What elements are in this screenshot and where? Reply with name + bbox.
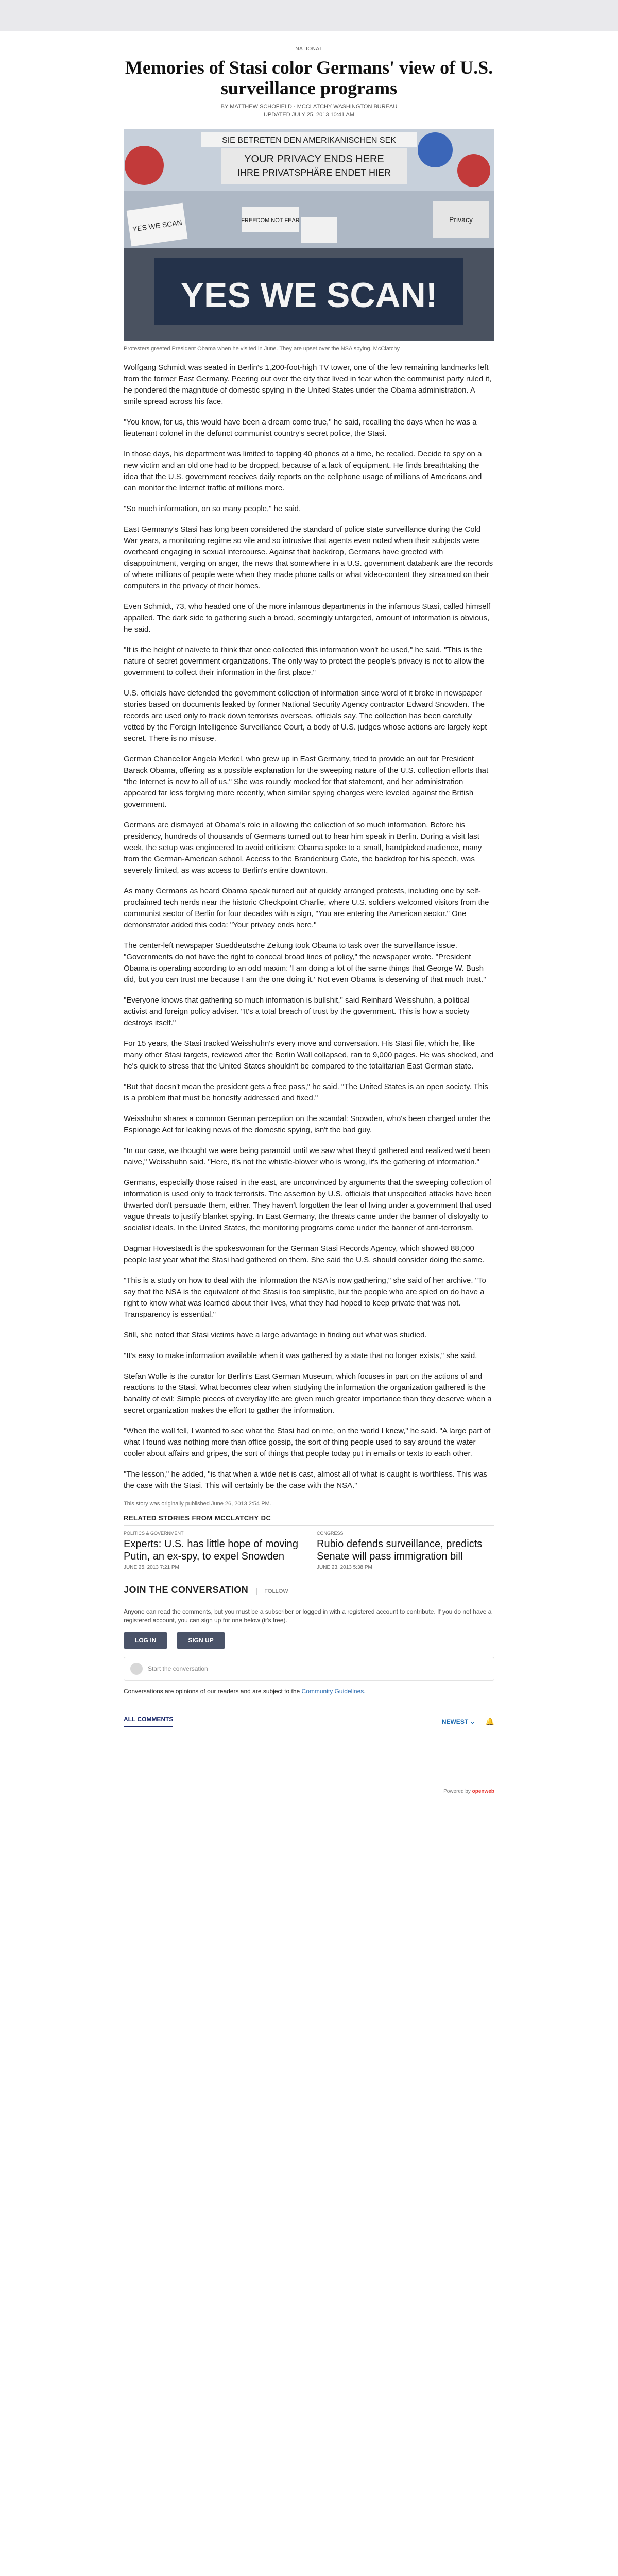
related-category[interactable]: POLITICS & GOVERNMENT — [124, 1531, 184, 1536]
paragraph: "When the wall fell, I wanted to see what the Stasi had on me, on the world I knew," he said. "A large part of what I found was nothing more than office gossip, the sort of thing people used to say around the water cooler about affairs and gripes, the sort of things that people today put in emails or texts to each other. — [124, 1427, 491, 1458]
hero-big-sign: YES WE SCAN! — [180, 276, 438, 315]
related-date: JUNE 25, 2013 7:21 PM — [124, 1565, 179, 1570]
hero-side-sign: Privacy — [449, 215, 473, 224]
related-headline[interactable]: Experts: U.S. has little hope of moving Putin, an ex-spy, to expel Snowden — [124, 1538, 299, 1562]
paragraph: "Everyone knows that gathering so much information is bullshit," said Reinhard Weisshuhn, a political activist and foreign policy adviser. "It's a total breach of trust by the government. This is how a society destroys itself." — [124, 996, 470, 1027]
related-category[interactable]: CONGRESS — [317, 1531, 344, 1536]
hero-photo-illustration — [124, 129, 494, 341]
related-story[interactable] — [124, 1531, 301, 1570]
guidelines-note — [124, 1688, 494, 1695]
originally-published: This story was originally published June 26, 2013 2:54 PM. — [124, 1501, 271, 1507]
powered-by — [124, 1789, 494, 1794]
hero-banner-top: SIE BETRETEN DEN AMERIKANISCHEN SEK — [222, 136, 396, 145]
auth-buttons — [124, 1632, 494, 1649]
signup-button[interactable]: SIGN UP — [177, 1632, 225, 1649]
hero-sign-line1: YOUR PRIVACY ENDS HERE — [244, 154, 384, 165]
paragraph: "It is the height of naivete to think that once collected this information won't be used," he said. "This is the nature of secret government organizations. The only way to protect the people's privacy is not to allow the government to collect their information in the first place." — [124, 646, 485, 677]
openweb-logo[interactable]: openweb — [472, 1789, 494, 1794]
section-kicker[interactable]: NATIONAL — [295, 46, 323, 52]
conversation-header — [124, 1585, 494, 1601]
hero-image — [124, 129, 494, 341]
updated-date: UPDATED JULY 25, 2013 10:41 AM — [263, 112, 355, 118]
powered-by-label: Powered by — [443, 1789, 471, 1794]
sort-label: NEWEST — [441, 1718, 469, 1725]
paragraph: Dagmar Hovestaedt is the spokeswoman for the German Stasi Records Agency, which showed 88,000 people last year what the Stasi had gathered on them. She said the U.S. should consider doing the same. — [124, 1244, 485, 1264]
related-stories — [124, 1531, 494, 1570]
paragraph: In those days, his department was limited to tapping 40 phones at a time, he recalled. Decide to spy on a new victim and an old one had to be dropped, because of a lack of equipment. He finds breathtaking the idea that the U.S. government receives daily reports on the cellphone usage of millions of Americans and can monitor the Internet traffic of millions more. — [124, 450, 482, 493]
paragraph: "It's easy to make information available when it was gathered by a state that no longer exists," she said. — [124, 1351, 477, 1360]
paragraph: Wolfgang Schmidt was seated in Berlin's 1,200-foot-high TV tower, one of the few remaining landmarks left from the former East Germany. Peering out over the city that lived in fear when the communist party ruled it, he pondered the magnitude of domestic spying in the United States under the Obama administration. A smile spread across his face. — [124, 363, 492, 406]
paragraph: Germans are dismayed at Obama's role in allowing the collection of so much information. Before his presidency, hundreds of thousands of Germans turned out to hear him speak in Berlin. During a visit last week, the setup was engineered to avoid criticism: Obama spoke to a small, handpicked audience, many from the German-American school. Access to the Brandenburg Gate, the backdrop for his speech, was severely limited, as was access to Berlin's entire downtown. — [124, 821, 482, 875]
paragraph: Stefan Wolle is the curator for Berlin's East German Museum, which focuses in part on the actions of and reactions to the Stasi. What becomes clear when studying the information the organization gathered is the banality of evil: Simple pieces of everyday life are given much greater importance than they deserve when a secret organization makes the effort to gather the information. — [124, 1372, 492, 1415]
conversation-notice: Anyone can read the comments, but you must be a subscriber or logged in with a registered account to contribute. If you do not have a registered account, you can sign up for one below (it's free). — [124, 1608, 492, 1624]
paragraph: "So much information, on so many people," he said. — [124, 504, 301, 513]
article-page — [0, 31, 618, 2576]
paragraph: Germans, especially those raised in the east, are unconvinced by arguments that the sweeping collection of information is used only to track terrorists. The assertion by U.S. officials that unspecified attacks have been thwarted don't persuade them, either. They haven't forgotten the fear of living under a government that used vague threats to justify blanket spying. In East Germany, the threats came under the banner of disloyalty to socialist ideals. In the United States, the monitoring programs come under the banner of anti-terrorism. — [124, 1178, 492, 1232]
tab-all-comments[interactable]: ALL COMMENTS — [124, 1716, 173, 1727]
paragraph: Still, she noted that Stasi victims have a large advantage in finding out what was studied. — [124, 1331, 427, 1340]
hero-small-sign-1: YES WE SCAN — [132, 218, 183, 233]
community-guidelines-link[interactable]: Community Guidelines. — [301, 1688, 366, 1695]
bell-icon[interactable]: 🔔 — [485, 1717, 494, 1725]
paragraph: U.S. officials have defended the government collection of information since word of it broke in newspaper stories based on documents leaked by former National Security Agency contractor Edward Snowden. The records are used only to track down terrorists overseas, officials say. The collection has been carefully vetted by the Foreign Intelligence Surveillance Court, a body of U.S. judges whose actions are largely kept secret. There is no misuse. — [124, 689, 487, 743]
paragraph: German Chancellor Angela Merkel, who grew up in East Germany, tried to provide an out for President Barack Obama, offering as a possible explanation for the sweeping nature of the U.S. collection efforts that "the Internet is new to all of us." She was roundly mocked for that statement, and her administration appeared far less forgiving more recently, when similar spying charges were leveled against the British government. — [124, 755, 489, 809]
byline: BY MATTHEW SCHOFIELD · MCCLATCHY WASHINGTON BUREAU — [220, 104, 398, 110]
article-column — [124, 46, 494, 1794]
follow-button[interactable]: FOLLOW — [256, 1588, 288, 1595]
related-heading: RELATED STORIES FROM MCCLATCHY DC — [124, 1514, 494, 1526]
hero-small-sign-2: FREEDOM NOT FEAR — [241, 217, 300, 224]
comment-input[interactable] — [124, 1657, 494, 1681]
related-date: JUNE 23, 2013 5:38 PM — [317, 1565, 372, 1570]
paragraph: For 15 years, the Stasi tracked Weisshuhn's every move and conversation. His Stasi file, which he, like many other Stasi targets, reviewed after the Berlin Wall collapsed, ran to 9,000 pages. He was shocked, and he's quick to stress that the United States shouldn't be compared to the totalitarian East German state. — [124, 1039, 494, 1071]
photo-caption: Protesters greeted President Obama when he visited in June. They are upset over the NSA spying. McClatchy — [124, 346, 400, 352]
conversation-title: JOIN THE CONVERSATION — [124, 1585, 249, 1595]
paragraph: "This is a study on how to deal with the information the NSA is now gathering," she said of her archive. "To say that the NSA is the equivalent of the Stasi is too simplistic, but the people who are spied on do have a right to know what was learned about their lives, what they had hoped to keep private that was not. Transparency is essential." — [124, 1276, 486, 1319]
paragraph: "But that doesn't mean the president gets a free pass," he said. "The United States is an open society. This is a problem that must be honestly addressed and fixed." — [124, 1082, 488, 1103]
related-headline[interactable]: Rubio defends surveillance, predicts Senate will pass immigration bill — [317, 1538, 483, 1562]
paragraph: The center-left newspaper Sueddeutsche Zeitung took Obama to task over the surveillance issue. "Governments do not have the right to conceal broad lines of policy," the newspaper wrote. "President Obama is operating according to an odd maxim: 'I am doing a lot of the same things that George W. Bush did, but you can trust me because I am the one doing it.' Not even Obama is deserving of that much trust." — [124, 941, 486, 984]
paragraph: East Germany's Stasi has long been considered the standard of police state surveillance during the Cold War years, a monitoring regime so vile and so intrusive that agents even noted when their subjects were overheard engaging in sexual intercourse. Against that backdrop, Germans have greeted with disappointment, verging on anger, the news that somewhere in a U.S. government databank are the records of where millions of people were when they made phone calls or what video-content they streamed on their computers in the privacy of their homes. — [124, 525, 493, 590]
paragraph: "You know, for us, this would have been a dream come true," he said, recalling the days when he was a lieutenant colonel in the defunct communist country's secret police, the Stasi. — [124, 418, 477, 438]
sort-dropdown[interactable] — [442, 1718, 475, 1725]
chevron-down-icon: ⌄ — [470, 1718, 475, 1725]
avatar — [130, 1663, 143, 1675]
paragraph: Even Schmidt, 73, who headed one of the more infamous departments in the infamous Stasi, called himself appalled. The dark side to gathering such a broad, seemingly untargeted, amount of information is obvious, he said. — [124, 602, 491, 634]
comment-tabs — [124, 1716, 494, 1732]
guidelines-text: Conversations are opinions of our readers and are subject to the — [124, 1688, 302, 1695]
article-body — [124, 362, 494, 1492]
top-band — [0, 0, 618, 31]
paragraph: "The lesson," he added, "is that when a wide net is cast, almost all of what is caught is worthless. This was the case with the Stasi. This will certainly be the case with the NSA." — [124, 1470, 488, 1490]
login-button[interactable]: LOG IN — [124, 1632, 167, 1649]
article-title: Memories of Stasi color Germans' view of U.S. surveillance programs — [125, 57, 493, 98]
related-story[interactable] — [317, 1531, 494, 1570]
comment-placeholder: Start the conversation — [148, 1665, 208, 1672]
paragraph: "In our case, we thought we were being paranoid until we saw what they'd gathered and realized we'd been naive," Weisshuhn said. "Here, it's not the whistle-blower who is wrong, it's the gathering of information." — [124, 1146, 490, 1166]
paragraph: Weisshuhn shares a common German perception on the scandal: Snowden, who's been charged under the Espionage Act for leaking news of the domestic spying, isn't the bad guy. — [124, 1114, 491, 1134]
paragraph: As many Germans as heard Obama speak turned out at quickly arranged protests, including one by self-proclaimed tech nerds near the historic Checkpoint Charlie, where U.S. soldiers welcomed visitors from the communist sector of Berlin for four decades with a sign, "You are entering the American sector." One demonstrator added this coda: "Your privacy ends here." — [124, 887, 489, 929]
hero-sign-line2: IHRE PRIVATSPHÄRE ENDET HIER — [237, 167, 391, 178]
